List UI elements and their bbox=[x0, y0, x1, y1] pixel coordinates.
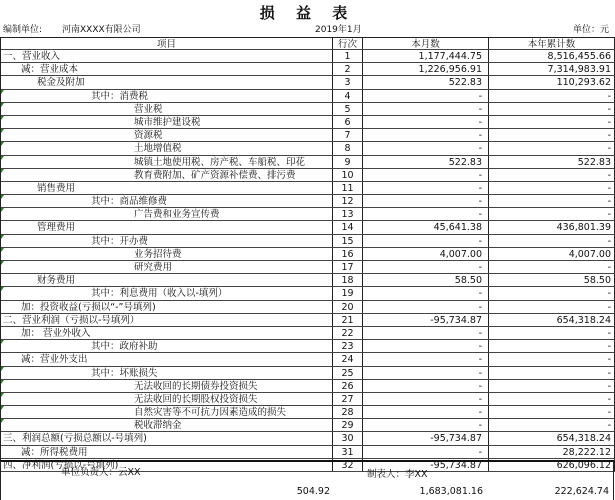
line-number-cell[interactable]: 1 bbox=[333, 50, 363, 62]
month-amount-cell[interactable]: - bbox=[363, 380, 489, 392]
year-amount-cell[interactable]: - bbox=[489, 208, 615, 220]
footer-value-1: 504.92 bbox=[296, 486, 330, 497]
item-cell[interactable]: 三、利润总额(亏损总额以-号填列) bbox=[1, 432, 333, 444]
signature-footer bbox=[0, 460, 614, 500]
compiler-label: 编制单位: bbox=[3, 25, 43, 35]
item-cell[interactable]: 研究费用 bbox=[1, 261, 333, 273]
table-row[interactable] bbox=[1, 208, 615, 221]
item-cell[interactable]: 一、营业收入 bbox=[1, 50, 333, 62]
table-row[interactable] bbox=[1, 446, 615, 459]
item-cell[interactable]: 四、净利润(亏损以-号填列) bbox=[1, 459, 333, 471]
year-amount-cell[interactable]: - bbox=[489, 142, 615, 154]
table-row[interactable] bbox=[1, 340, 615, 353]
year-amount-cell[interactable]: - bbox=[489, 129, 615, 141]
line-number-cell[interactable]: 10 bbox=[333, 169, 363, 181]
line-number-cell[interactable]: 13 bbox=[333, 208, 363, 220]
year-amount-cell[interactable]: 7,314,983.91 bbox=[489, 63, 615, 75]
line-number-cell[interactable]: 16 bbox=[333, 248, 363, 260]
month-amount-cell[interactable]: - bbox=[363, 406, 489, 418]
table-row[interactable] bbox=[1, 380, 615, 393]
line-number-cell[interactable]: 28 bbox=[333, 406, 363, 418]
month-amount-cell[interactable]: - bbox=[363, 353, 489, 365]
table-row[interactable] bbox=[1, 221, 615, 234]
line-number-cell[interactable]: 11 bbox=[333, 182, 363, 194]
unit-label: 单位：元 bbox=[572, 25, 609, 35]
item-cell[interactable]: 无法收回的长期股权投资损失 bbox=[1, 393, 333, 405]
item-cell[interactable]: 城镇土地使用税、房产税、车船税、印花 bbox=[1, 156, 333, 168]
year-amount-cell[interactable]: - bbox=[489, 380, 615, 392]
month-amount-cell[interactable]: - bbox=[363, 235, 489, 247]
item-cell[interactable]: 其中：利息费用（收入以-填列） bbox=[1, 287, 333, 299]
line-number-cell[interactable]: 21 bbox=[333, 314, 363, 326]
year-amount-cell[interactable]: - bbox=[489, 116, 615, 128]
item-cell[interactable]: 业务招待费 bbox=[1, 248, 333, 260]
table-row[interactable] bbox=[1, 63, 615, 76]
header-line: 行次 bbox=[333, 38, 363, 49]
table-row[interactable] bbox=[1, 353, 615, 366]
line-number-cell[interactable]: 23 bbox=[333, 340, 363, 352]
year-amount-cell[interactable]: - bbox=[489, 103, 615, 115]
company-name: 河南XXXX有限公司 bbox=[62, 25, 141, 35]
item-cell[interactable]: 减：营业外支出 bbox=[1, 353, 333, 365]
item-cell[interactable]: 税金及附加 bbox=[1, 76, 333, 88]
line-number-cell[interactable]: 17 bbox=[333, 261, 363, 273]
month-amount-cell[interactable]: 1,177,444.75 bbox=[363, 50, 489, 62]
year-amount-cell[interactable]: - bbox=[489, 419, 615, 431]
item-cell[interactable]: 教育费附加、矿产资源补偿费、排污费 bbox=[1, 169, 333, 181]
line-number-cell[interactable]: 8 bbox=[333, 142, 363, 154]
year-amount-cell[interactable]: 58.50 bbox=[489, 274, 615, 286]
item-cell[interactable]: 加： 营业外收入 bbox=[1, 327, 333, 339]
item-cell[interactable]: 减：营业成本 bbox=[1, 63, 333, 75]
item-cell[interactable]: 其中：消费税 bbox=[1, 90, 333, 102]
line-number-cell[interactable]: 27 bbox=[333, 393, 363, 405]
line-number-cell[interactable]: 29 bbox=[333, 419, 363, 431]
table-row[interactable] bbox=[1, 103, 615, 116]
table-row[interactable] bbox=[1, 393, 615, 406]
line-number-cell[interactable]: 5 bbox=[333, 103, 363, 115]
header-row bbox=[1, 37, 615, 50]
item-cell[interactable]: 加：投资收益(亏损以“-”号填列) bbox=[1, 301, 333, 313]
year-amount-cell[interactable]: 522.83 bbox=[489, 156, 615, 168]
table-row[interactable] bbox=[1, 419, 615, 432]
table-row[interactable] bbox=[1, 287, 615, 300]
month-amount-cell[interactable]: -95,734.87 bbox=[363, 459, 489, 471]
line-number-cell[interactable]: 4 bbox=[333, 90, 363, 102]
item-cell[interactable]: 销售费用 bbox=[1, 182, 333, 194]
line-number-cell[interactable]: 6 bbox=[333, 116, 363, 128]
item-cell[interactable]: 其中：开办费 bbox=[1, 235, 333, 247]
line-number-cell[interactable]: 12 bbox=[333, 195, 363, 207]
table-row[interactable] bbox=[1, 195, 615, 208]
header-month: 本月数 bbox=[363, 38, 489, 49]
month-amount-cell[interactable]: 1,226,956.91 bbox=[363, 63, 489, 75]
item-cell[interactable]: 税收滞纳金 bbox=[1, 419, 333, 431]
item-cell[interactable]: 二、营业利润（亏损以-号填列） bbox=[1, 314, 333, 326]
table-row[interactable] bbox=[1, 314, 615, 327]
year-amount-cell[interactable]: - bbox=[489, 301, 615, 313]
year-amount-cell[interactable]: - bbox=[489, 406, 615, 418]
month-amount-cell[interactable]: -95,734.87 bbox=[363, 314, 489, 326]
table-row[interactable] bbox=[1, 129, 615, 142]
line-number-cell[interactable]: 3 bbox=[333, 76, 363, 88]
table-row[interactable] bbox=[1, 261, 615, 274]
table-row[interactable] bbox=[1, 76, 615, 89]
month-amount-cell[interactable]: -95,734.87 bbox=[363, 432, 489, 444]
line-number-cell[interactable]: 7 bbox=[333, 129, 363, 141]
month-amount-cell[interactable]: - bbox=[363, 142, 489, 154]
report-period: 2019年1月 bbox=[315, 25, 362, 35]
year-amount-cell[interactable]: - bbox=[489, 195, 615, 207]
item-cell[interactable]: 广告费和业务宣传费 bbox=[1, 208, 333, 220]
table-row[interactable] bbox=[1, 235, 615, 248]
month-amount-cell[interactable]: - bbox=[363, 301, 489, 313]
table-row[interactable] bbox=[1, 327, 615, 340]
year-amount-cell[interactable]: 28,222.12 bbox=[489, 446, 615, 458]
item-cell[interactable]: 资源税 bbox=[1, 129, 333, 141]
month-amount-cell[interactable]: - bbox=[363, 261, 489, 273]
item-cell[interactable]: 其中：坏账损失 bbox=[1, 367, 333, 379]
year-amount-cell[interactable]: - bbox=[489, 235, 615, 247]
month-amount-cell[interactable]: - bbox=[363, 393, 489, 405]
line-number-cell[interactable]: 32 bbox=[333, 459, 363, 471]
table-row[interactable] bbox=[1, 301, 615, 314]
line-number-cell[interactable]: 20 bbox=[333, 301, 363, 313]
month-amount-cell[interactable]: - bbox=[363, 90, 489, 102]
year-amount-cell[interactable]: - bbox=[489, 393, 615, 405]
table-row[interactable] bbox=[1, 248, 615, 261]
item-cell[interactable]: 土地增值税 bbox=[1, 142, 333, 154]
line-number-cell[interactable]: 15 bbox=[333, 235, 363, 247]
line-number-cell[interactable]: 31 bbox=[333, 446, 363, 458]
month-amount-cell[interactable]: - bbox=[363, 340, 489, 352]
month-amount-cell[interactable]: 58.50 bbox=[363, 274, 489, 286]
month-amount-cell[interactable]: - bbox=[363, 103, 489, 115]
month-amount-cell[interactable]: - bbox=[363, 169, 489, 181]
item-cell[interactable]: 管理费用 bbox=[1, 221, 333, 233]
line-number-cell[interactable]: 18 bbox=[333, 274, 363, 286]
month-amount-cell[interactable]: - bbox=[363, 287, 489, 299]
month-amount-cell[interactable]: - bbox=[363, 208, 489, 220]
month-amount-cell[interactable]: - bbox=[363, 195, 489, 207]
line-number-cell[interactable]: 25 bbox=[333, 367, 363, 379]
month-amount-cell[interactable]: - bbox=[363, 327, 489, 339]
table-row[interactable] bbox=[1, 142, 615, 155]
item-cell[interactable]: 其中：政府补助 bbox=[1, 340, 333, 352]
year-amount-cell[interactable]: 654,318.24 bbox=[489, 432, 615, 444]
line-number-cell[interactable]: 2 bbox=[333, 63, 363, 75]
footer-value-3: 222,624.74 bbox=[554, 486, 609, 497]
line-number-cell[interactable]: 24 bbox=[333, 353, 363, 365]
table-row[interactable] bbox=[1, 90, 615, 103]
month-amount-cell[interactable]: 4,007.00 bbox=[363, 248, 489, 260]
table-row[interactable] bbox=[1, 274, 615, 287]
manager-signature: 单位负责人：云XX bbox=[61, 467, 141, 478]
line-number-cell[interactable]: 26 bbox=[333, 380, 363, 392]
line-number-cell[interactable]: 22 bbox=[333, 327, 363, 339]
table-row[interactable] bbox=[1, 169, 615, 182]
item-cell[interactable]: 其中：商品维修费 bbox=[1, 195, 333, 207]
year-amount-cell[interactable]: 8,516,455.66 bbox=[489, 50, 615, 62]
month-amount-cell[interactable]: - bbox=[363, 129, 489, 141]
table-row[interactable] bbox=[1, 432, 615, 445]
year-amount-cell[interactable]: - bbox=[489, 261, 615, 273]
month-amount-cell[interactable]: - bbox=[363, 367, 489, 379]
year-amount-cell[interactable]: 436,801.39 bbox=[489, 221, 615, 233]
year-amount-cell[interactable]: 110,293.62 bbox=[489, 76, 615, 88]
item-cell[interactable]: 营业税 bbox=[1, 103, 333, 115]
item-cell[interactable]: 城市维护建设税 bbox=[1, 116, 333, 128]
table-row[interactable] bbox=[1, 182, 615, 195]
table-row[interactable] bbox=[1, 156, 615, 169]
header-item: 项目 bbox=[1, 38, 333, 49]
year-amount-cell[interactable]: 654,318.24 bbox=[489, 314, 615, 326]
item-cell[interactable]: 自然灾害等不可抗力因素造成的损失 bbox=[1, 406, 333, 418]
item-cell[interactable]: 无法收回的长期债券投资损失 bbox=[1, 380, 333, 392]
line-number-cell[interactable]: 19 bbox=[333, 287, 363, 299]
month-amount-cell[interactable]: - bbox=[363, 446, 489, 458]
table-row[interactable] bbox=[1, 367, 615, 380]
header-year: 本年累计数 bbox=[489, 38, 615, 49]
year-amount-cell[interactable]: - bbox=[489, 340, 615, 352]
year-amount-cell[interactable]: - bbox=[489, 327, 615, 339]
report-title: 损 益 表 bbox=[259, 4, 356, 22]
year-amount-cell[interactable]: - bbox=[489, 353, 615, 365]
month-amount-cell[interactable]: 45,641.38 bbox=[363, 221, 489, 233]
month-amount-cell[interactable]: 522.83 bbox=[363, 76, 489, 88]
month-amount-cell[interactable]: 522.83 bbox=[363, 156, 489, 168]
line-number-cell[interactable]: 30 bbox=[333, 432, 363, 444]
year-amount-cell[interactable]: 626,096.12 bbox=[489, 459, 615, 471]
month-amount-cell[interactable]: - bbox=[363, 182, 489, 194]
year-amount-cell[interactable]: 4,007.00 bbox=[489, 248, 615, 260]
item-cell[interactable]: 减：所得税费用 bbox=[1, 446, 333, 458]
year-amount-cell[interactable]: - bbox=[489, 287, 615, 299]
table-row[interactable] bbox=[1, 50, 615, 63]
year-amount-cell[interactable]: - bbox=[489, 90, 615, 102]
year-amount-cell[interactable]: - bbox=[489, 169, 615, 181]
month-amount-cell[interactable]: - bbox=[363, 419, 489, 431]
table-row[interactable] bbox=[1, 116, 615, 129]
income-statement-table bbox=[0, 37, 615, 472]
line-number-cell[interactable]: 14 bbox=[333, 221, 363, 233]
month-amount-cell[interactable]: - bbox=[363, 116, 489, 128]
item-cell[interactable]: 财务费用 bbox=[1, 274, 333, 286]
year-amount-cell[interactable]: - bbox=[489, 367, 615, 379]
footer-value-2: 1,683,081.16 bbox=[419, 486, 483, 497]
table-row[interactable] bbox=[1, 406, 615, 419]
year-amount-cell[interactable]: - bbox=[489, 182, 615, 194]
preparer-signature: 制表人：李XX bbox=[367, 469, 428, 480]
line-number-cell[interactable]: 9 bbox=[333, 156, 363, 168]
